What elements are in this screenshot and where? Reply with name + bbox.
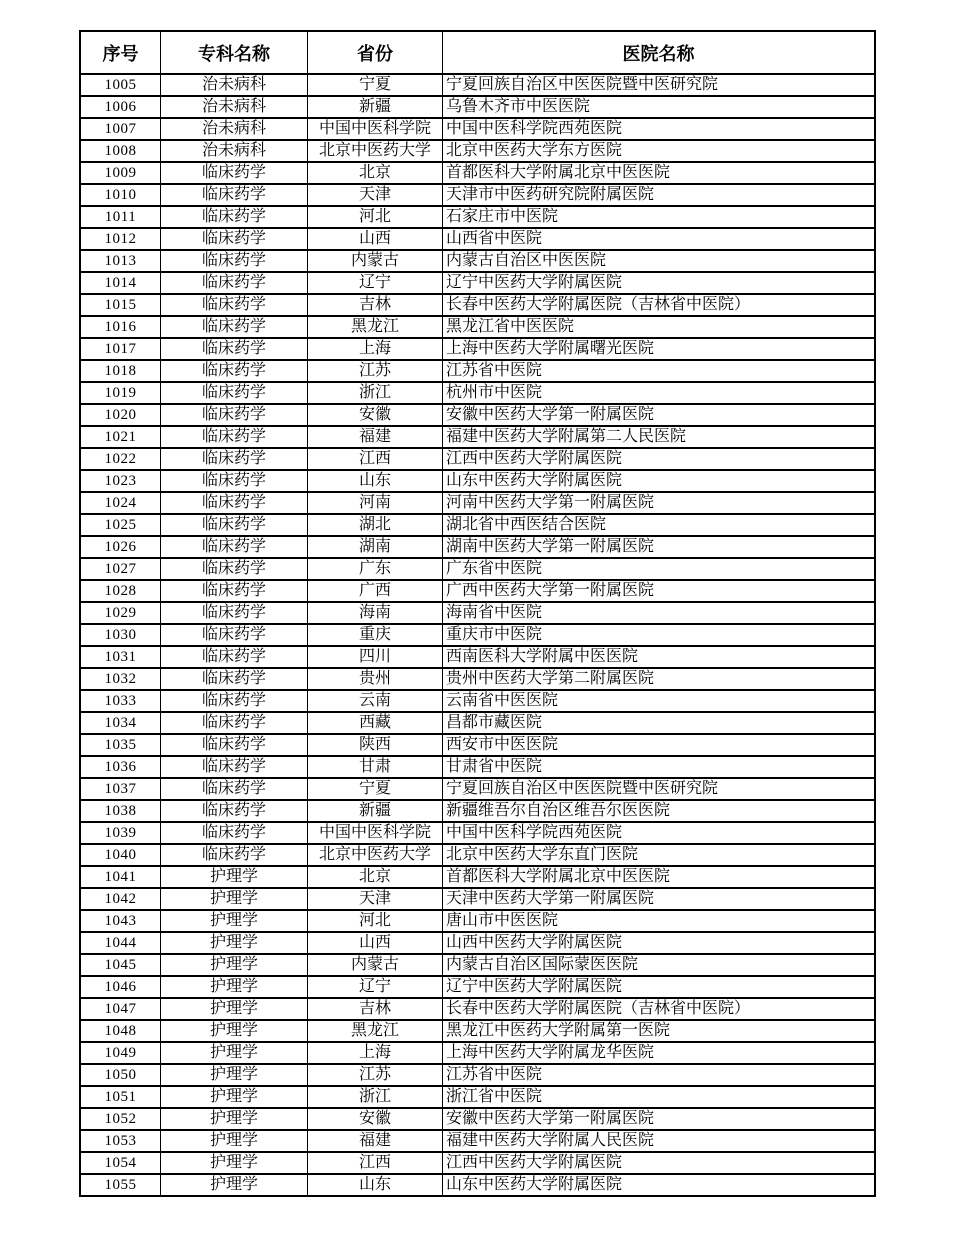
row-specialty-cell: 护理学 [160, 954, 307, 976]
row-province-cell: 宁夏 [307, 778, 442, 800]
row-province-cell: 福建 [307, 426, 442, 448]
row-specialty-cell: 护理学 [160, 1130, 307, 1152]
row-province-cell: 安徽 [307, 1108, 442, 1130]
row-province-cell: 北京 [307, 162, 442, 184]
row-hospital-cell: 宁夏回族自治区中医医院暨中医研究院 [442, 74, 875, 96]
row-index-cell: 1017 [80, 338, 160, 360]
row-hospital-cell: 长春中医药大学附属医院（吉林省中医院） [442, 294, 875, 316]
row-index-cell: 1031 [80, 646, 160, 668]
table-row [80, 1086, 875, 1108]
table-row [80, 1108, 875, 1130]
row-hospital-cell: 新疆维吾尔自治区维吾尔医医院 [442, 800, 875, 822]
table-header [80, 31, 875, 74]
header-row [80, 31, 875, 74]
row-specialty-cell: 临床药学 [160, 206, 307, 228]
row-specialty-cell: 护理学 [160, 1086, 307, 1108]
table-row [80, 1042, 875, 1064]
row-province-cell: 吉林 [307, 998, 442, 1020]
column-header-index: 序号 [80, 31, 160, 74]
row-specialty-cell: 临床药学 [160, 272, 307, 294]
row-index-cell: 1052 [80, 1108, 160, 1130]
row-specialty-cell: 治未病科 [160, 96, 307, 118]
row-province-cell: 湖北 [307, 514, 442, 536]
row-hospital-cell: 江苏省中医院 [442, 360, 875, 382]
table-row [80, 426, 875, 448]
row-specialty-cell: 临床药学 [160, 404, 307, 426]
row-index-cell: 1021 [80, 426, 160, 448]
row-province-cell: 黑龙江 [307, 316, 442, 338]
table-row [80, 1130, 875, 1152]
table-row [80, 536, 875, 558]
hospital-table-body [80, 74, 875, 1196]
row-hospital-cell: 昌都市藏医院 [442, 712, 875, 734]
row-province-cell: 上海 [307, 338, 442, 360]
row-specialty-cell: 治未病科 [160, 118, 307, 140]
row-hospital-cell: 云南省中医医院 [442, 690, 875, 712]
row-specialty-cell: 护理学 [160, 1108, 307, 1130]
row-index-cell: 1051 [80, 1086, 160, 1108]
table-row [80, 316, 875, 338]
row-index-cell: 1047 [80, 998, 160, 1020]
table-row [80, 228, 875, 250]
row-province-cell: 河北 [307, 910, 442, 932]
hospital-roster-table [79, 30, 876, 1197]
column-header-province: 省份 [307, 31, 442, 74]
table-row [80, 118, 875, 140]
table-row [80, 338, 875, 360]
row-index-cell: 1039 [80, 822, 160, 844]
row-specialty-cell: 护理学 [160, 1042, 307, 1064]
row-index-cell: 1033 [80, 690, 160, 712]
row-province-cell: 江西 [307, 448, 442, 470]
row-province-cell: 新疆 [307, 800, 442, 822]
row-index-cell: 1020 [80, 404, 160, 426]
row-hospital-cell: 西安市中医医院 [442, 734, 875, 756]
row-hospital-cell: 内蒙古自治区中医医院 [442, 250, 875, 272]
row-specialty-cell: 临床药学 [160, 492, 307, 514]
row-index-cell: 1042 [80, 888, 160, 910]
table-row [80, 558, 875, 580]
row-province-cell: 吉林 [307, 294, 442, 316]
row-index-cell: 1048 [80, 1020, 160, 1042]
row-hospital-cell: 长春中医药大学附属医院（吉林省中医院） [442, 998, 875, 1020]
row-index-cell: 1049 [80, 1042, 160, 1064]
row-index-cell: 1050 [80, 1064, 160, 1086]
row-specialty-cell: 临床药学 [160, 690, 307, 712]
row-province-cell: 安徽 [307, 404, 442, 426]
row-specialty-cell: 护理学 [160, 888, 307, 910]
row-specialty-cell: 临床药学 [160, 646, 307, 668]
row-province-cell: 四川 [307, 646, 442, 668]
table-row [80, 756, 875, 778]
row-hospital-cell: 重庆市中医院 [442, 624, 875, 646]
table-row [80, 998, 875, 1020]
table-row [80, 382, 875, 404]
table-row [80, 778, 875, 800]
row-index-cell: 1029 [80, 602, 160, 624]
row-province-cell: 西藏 [307, 712, 442, 734]
row-specialty-cell: 临床药学 [160, 316, 307, 338]
table-row [80, 602, 875, 624]
row-hospital-cell: 上海中医药大学附属曙光医院 [442, 338, 875, 360]
table-row [80, 932, 875, 954]
row-specialty-cell: 护理学 [160, 1174, 307, 1196]
row-hospital-cell: 山东中医药大学附属医院 [442, 1174, 875, 1196]
row-specialty-cell: 临床药学 [160, 338, 307, 360]
row-index-cell: 1026 [80, 536, 160, 558]
row-province-cell: 天津 [307, 184, 442, 206]
row-province-cell: 新疆 [307, 96, 442, 118]
row-index-cell: 1046 [80, 976, 160, 998]
row-specialty-cell: 护理学 [160, 1152, 307, 1174]
row-index-cell: 1016 [80, 316, 160, 338]
row-specialty-cell: 临床药学 [160, 470, 307, 492]
row-hospital-cell: 湖南中医药大学第一附属医院 [442, 536, 875, 558]
row-index-cell: 1006 [80, 96, 160, 118]
row-hospital-cell: 安徽中医药大学第一附属医院 [442, 1108, 875, 1130]
table-row [80, 470, 875, 492]
row-hospital-cell: 甘肃省中医院 [442, 756, 875, 778]
row-province-cell: 江西 [307, 1152, 442, 1174]
table-row [80, 492, 875, 514]
table-row [80, 1020, 875, 1042]
row-index-cell: 1019 [80, 382, 160, 404]
row-hospital-cell: 首都医科大学附属北京中医医院 [442, 162, 875, 184]
column-header-specialty: 专科名称 [160, 31, 307, 74]
row-province-cell: 江苏 [307, 1064, 442, 1086]
row-index-cell: 1024 [80, 492, 160, 514]
table-row [80, 954, 875, 976]
row-hospital-cell: 海南省中医院 [442, 602, 875, 624]
table-row [80, 162, 875, 184]
row-hospital-cell: 辽宁中医药大学附属医院 [442, 272, 875, 294]
row-province-cell: 宁夏 [307, 74, 442, 96]
table-row [80, 96, 875, 118]
row-index-cell: 1036 [80, 756, 160, 778]
row-hospital-cell: 广东省中医院 [442, 558, 875, 580]
row-hospital-cell: 宁夏回族自治区中医医院暨中医研究院 [442, 778, 875, 800]
table-row [80, 140, 875, 162]
row-specialty-cell: 临床药学 [160, 228, 307, 250]
row-province-cell: 中国中医科学院 [307, 822, 442, 844]
row-province-cell: 湖南 [307, 536, 442, 558]
row-hospital-cell: 安徽中医药大学第一附属医院 [442, 404, 875, 426]
table-row [80, 690, 875, 712]
table-row [80, 624, 875, 646]
row-specialty-cell: 临床药学 [160, 602, 307, 624]
row-specialty-cell: 护理学 [160, 866, 307, 888]
row-hospital-cell: 浙江省中医院 [442, 1086, 875, 1108]
row-hospital-cell: 广西中医药大学第一附属医院 [442, 580, 875, 602]
row-hospital-cell: 山东中医药大学附属医院 [442, 470, 875, 492]
row-index-cell: 1018 [80, 360, 160, 382]
row-index-cell: 1005 [80, 74, 160, 96]
table-row [80, 734, 875, 756]
table-row [80, 910, 875, 932]
row-specialty-cell: 临床药学 [160, 382, 307, 404]
row-hospital-cell: 江西中医药大学附属医院 [442, 448, 875, 470]
row-hospital-cell: 石家庄市中医院 [442, 206, 875, 228]
row-hospital-cell: 山西省中医院 [442, 228, 875, 250]
row-province-cell: 北京中医药大学 [307, 140, 442, 162]
row-province-cell: 内蒙古 [307, 250, 442, 272]
row-specialty-cell: 临床药学 [160, 360, 307, 382]
row-specialty-cell: 临床药学 [160, 624, 307, 646]
row-hospital-cell: 天津中医药大学第一附属医院 [442, 888, 875, 910]
row-province-cell: 北京中医药大学 [307, 844, 442, 866]
row-province-cell: 北京 [307, 866, 442, 888]
row-hospital-cell: 上海中医药大学附属龙华医院 [442, 1042, 875, 1064]
row-hospital-cell: 乌鲁木齐市中医医院 [442, 96, 875, 118]
row-province-cell: 贵州 [307, 668, 442, 690]
row-hospital-cell: 杭州市中医院 [442, 382, 875, 404]
row-province-cell: 广东 [307, 558, 442, 580]
row-province-cell: 浙江 [307, 382, 442, 404]
row-specialty-cell: 临床药学 [160, 756, 307, 778]
row-province-cell: 山西 [307, 228, 442, 250]
table-row [80, 448, 875, 470]
table-row [80, 800, 875, 822]
table-row [80, 206, 875, 228]
table-row [80, 580, 875, 602]
row-index-cell: 1043 [80, 910, 160, 932]
table-row [80, 294, 875, 316]
table-row [80, 668, 875, 690]
table-row [80, 1152, 875, 1174]
table-row [80, 976, 875, 998]
row-hospital-cell: 内蒙古自治区国际蒙医医院 [442, 954, 875, 976]
row-index-cell: 1027 [80, 558, 160, 580]
row-province-cell: 天津 [307, 888, 442, 910]
table-row [80, 646, 875, 668]
row-province-cell: 广西 [307, 580, 442, 602]
row-province-cell: 辽宁 [307, 976, 442, 998]
row-hospital-cell: 河南中医药大学第一附属医院 [442, 492, 875, 514]
row-index-cell: 1008 [80, 140, 160, 162]
row-province-cell: 海南 [307, 602, 442, 624]
row-hospital-cell: 唐山市中医医院 [442, 910, 875, 932]
row-specialty-cell: 临床药学 [160, 844, 307, 866]
row-index-cell: 1013 [80, 250, 160, 272]
row-index-cell: 1045 [80, 954, 160, 976]
row-index-cell: 1034 [80, 712, 160, 734]
row-index-cell: 1041 [80, 866, 160, 888]
row-specialty-cell: 临床药学 [160, 712, 307, 734]
row-index-cell: 1009 [80, 162, 160, 184]
table-row [80, 1064, 875, 1086]
row-index-cell: 1032 [80, 668, 160, 690]
row-province-cell: 江苏 [307, 360, 442, 382]
row-index-cell: 1038 [80, 800, 160, 822]
row-hospital-cell: 西南医科大学附属中医医院 [442, 646, 875, 668]
row-hospital-cell: 福建中医药大学附属人民医院 [442, 1130, 875, 1152]
row-province-cell: 山西 [307, 932, 442, 954]
row-province-cell: 黑龙江 [307, 1020, 442, 1042]
table-row [80, 184, 875, 206]
row-province-cell: 山东 [307, 1174, 442, 1196]
row-hospital-cell: 山西中医药大学附属医院 [442, 932, 875, 954]
row-index-cell: 1025 [80, 514, 160, 536]
row-index-cell: 1014 [80, 272, 160, 294]
table-row [80, 250, 875, 272]
row-province-cell: 内蒙古 [307, 954, 442, 976]
row-index-cell: 1055 [80, 1174, 160, 1196]
row-index-cell: 1037 [80, 778, 160, 800]
row-hospital-cell: 中国中医科学院西苑医院 [442, 822, 875, 844]
row-specialty-cell: 临床药学 [160, 778, 307, 800]
row-specialty-cell: 临床药学 [160, 536, 307, 558]
table-sheet [79, 30, 876, 1197]
row-province-cell: 河北 [307, 206, 442, 228]
row-province-cell: 重庆 [307, 624, 442, 646]
table-row [80, 888, 875, 910]
row-index-cell: 1015 [80, 294, 160, 316]
row-hospital-cell: 北京中医药大学东方医院 [442, 140, 875, 162]
row-index-cell: 1053 [80, 1130, 160, 1152]
row-province-cell: 甘肃 [307, 756, 442, 778]
row-hospital-cell: 中国中医科学院西苑医院 [442, 118, 875, 140]
row-specialty-cell: 护理学 [160, 976, 307, 998]
table-row [80, 866, 875, 888]
row-specialty-cell: 护理学 [160, 932, 307, 954]
row-hospital-cell: 江苏省中医院 [442, 1064, 875, 1086]
row-specialty-cell: 临床药学 [160, 162, 307, 184]
row-index-cell: 1054 [80, 1152, 160, 1174]
row-province-cell: 山东 [307, 470, 442, 492]
row-province-cell: 云南 [307, 690, 442, 712]
column-header-hospital: 医院名称 [442, 31, 875, 74]
row-specialty-cell: 临床药学 [160, 294, 307, 316]
table-row [80, 272, 875, 294]
row-hospital-cell: 黑龙江省中医医院 [442, 316, 875, 338]
row-specialty-cell: 治未病科 [160, 74, 307, 96]
row-hospital-cell: 江西中医药大学附属医院 [442, 1152, 875, 1174]
row-specialty-cell: 临床药学 [160, 734, 307, 756]
table-row [80, 712, 875, 734]
row-hospital-cell: 福建中医药大学附属第二人民医院 [442, 426, 875, 448]
row-specialty-cell: 护理学 [160, 910, 307, 932]
row-hospital-cell: 北京中医药大学东直门医院 [442, 844, 875, 866]
row-index-cell: 1022 [80, 448, 160, 470]
row-index-cell: 1040 [80, 844, 160, 866]
row-province-cell: 辽宁 [307, 272, 442, 294]
row-index-cell: 1030 [80, 624, 160, 646]
row-specialty-cell: 临床药学 [160, 184, 307, 206]
row-specialty-cell: 临床药学 [160, 514, 307, 536]
row-specialty-cell: 临床药学 [160, 558, 307, 580]
row-index-cell: 1012 [80, 228, 160, 250]
row-specialty-cell: 护理学 [160, 1020, 307, 1042]
row-specialty-cell: 临床药学 [160, 668, 307, 690]
row-specialty-cell: 临床药学 [160, 822, 307, 844]
row-specialty-cell: 临床药学 [160, 580, 307, 602]
table-row [80, 1174, 875, 1196]
row-index-cell: 1044 [80, 932, 160, 954]
row-hospital-cell: 湖北省中西医结合医院 [442, 514, 875, 536]
table-row [80, 74, 875, 96]
row-province-cell: 陕西 [307, 734, 442, 756]
row-province-cell: 浙江 [307, 1086, 442, 1108]
row-specialty-cell: 临床药学 [160, 448, 307, 470]
row-specialty-cell: 护理学 [160, 1064, 307, 1086]
row-specialty-cell: 临床药学 [160, 250, 307, 272]
row-province-cell: 福建 [307, 1130, 442, 1152]
table-row [80, 514, 875, 536]
row-index-cell: 1010 [80, 184, 160, 206]
row-hospital-cell: 天津市中医药研究院附属医院 [442, 184, 875, 206]
row-specialty-cell: 护理学 [160, 998, 307, 1020]
row-hospital-cell: 辽宁中医药大学附属医院 [442, 976, 875, 998]
table-row [80, 404, 875, 426]
row-hospital-cell: 贵州中医药大学第二附属医院 [442, 668, 875, 690]
row-hospital-cell: 黑龙江中医药大学附属第一医院 [442, 1020, 875, 1042]
row-specialty-cell: 治未病科 [160, 140, 307, 162]
row-specialty-cell: 临床药学 [160, 800, 307, 822]
row-index-cell: 1011 [80, 206, 160, 228]
row-hospital-cell: 首都医科大学附属北京中医医院 [442, 866, 875, 888]
table-row [80, 822, 875, 844]
table-row [80, 360, 875, 382]
row-province-cell: 上海 [307, 1042, 442, 1064]
row-index-cell: 1023 [80, 470, 160, 492]
row-province-cell: 河南 [307, 492, 442, 514]
row-province-cell: 中国中医科学院 [307, 118, 442, 140]
row-index-cell: 1007 [80, 118, 160, 140]
row-index-cell: 1028 [80, 580, 160, 602]
row-index-cell: 1035 [80, 734, 160, 756]
row-specialty-cell: 临床药学 [160, 426, 307, 448]
table-row [80, 844, 875, 866]
